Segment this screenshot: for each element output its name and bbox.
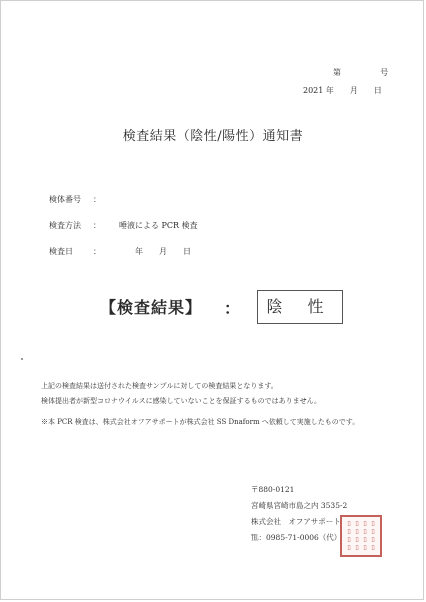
field-label: 検査方法 [49,221,81,230]
field-label: 検体番号 [49,195,81,204]
postal-code: 〒880-0121 [251,485,295,494]
field-colon: ： [93,195,101,204]
result-value: 陰 性 [266,297,334,316]
note-line: ※本 PCR 検査は、株式会社オフアサポートが株式会社 SS Dnaform へ依頼して実施したものです。 [41,418,360,426]
field-label: 検査日 [49,247,73,256]
field-colon: ： [93,221,101,230]
field-value: 唾液による PCR 検査 [119,221,198,230]
result-value-box [257,290,343,324]
seal-glyphs: ▯ ▯ ▯ ▯ ▯ ▯ ▯ ▯ ▯ ▯ ▯ ▯ ▯ ▯ ▯ ▯ [347,520,375,551]
document-number-suffix: 号 [380,68,389,77]
document-number-prefix: 第 [333,68,341,77]
telephone: ℡：0985-71-0006（代） [251,533,342,542]
field-value: 年 月 日 [135,247,191,256]
result-heading: 【検査結果】 [100,298,203,317]
document-title: 検査結果（陰性/陽性）通知書 [122,129,304,144]
street-address: 宮崎県宮崎市島之内 3535-2 [251,501,348,510]
company-seal-stamp [340,515,382,557]
note-line: 上記の検査結果は送付された検査サンプルに対しての検査結果となります。 [41,382,278,390]
note-line: 検体提出者が新型コロナウイルスに感染していないことを保証するものではありません。 [41,397,321,405]
document-number [333,67,388,78]
issue-date: 2021 年 月 日 [303,86,382,95]
scan-speck [21,358,23,360]
result-colon: ： [224,299,241,318]
field-colon: ： [93,247,101,256]
company-name: 株式会社 オフアサポート [251,517,341,526]
